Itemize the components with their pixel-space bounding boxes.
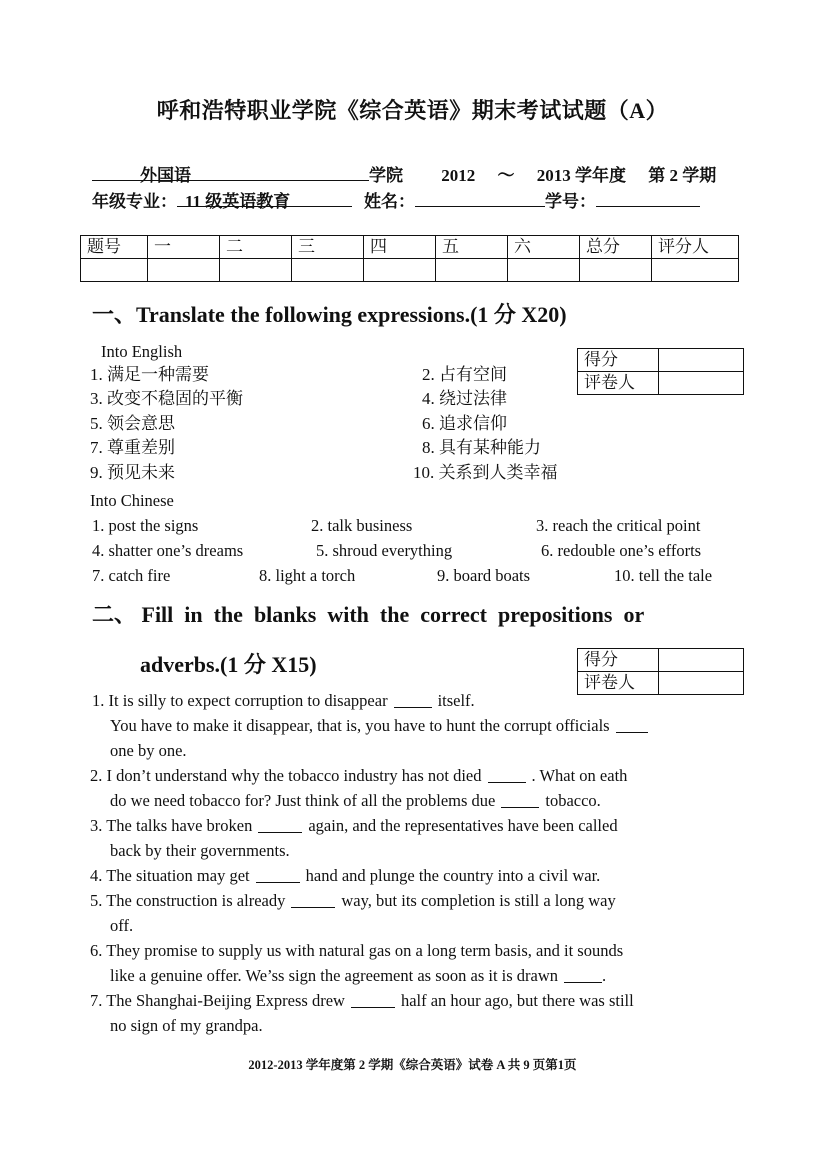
answer-blank[interactable] [291,893,335,908]
score-cell[interactable] [148,259,220,282]
score-cell[interactable] [436,259,508,282]
english-item: 10. 关系到人类幸福 [413,463,558,482]
department-field: 外国语 [92,161,369,181]
chinese-item: 10. tell the tale [614,566,713,585]
question-6-cont: like a genuine offer. We’ss sign the agreement as soon as it is drawn . [110,966,607,985]
question-6: 6. They promise to supply us with natural gas on a long term basis, and it sounds [90,941,624,960]
into-chinese-heading: Into Chinese [90,491,174,510]
score-table-header-row [81,236,739,259]
exam-title: 呼和浩特职业学院《综合英语》期末考试试题（A） [156,98,669,123]
score-header-cell: 五 [436,236,508,259]
chinese-item: 6. redouble one’s efforts [541,541,702,560]
english-item: 8. 具有某种能力 [422,438,541,457]
year-tilde: ～ [497,166,515,185]
section-2-title-line-2: adverbs.(1 分 X15) [140,652,317,677]
question-1-end: one by one. [110,741,187,760]
answer-blank[interactable] [564,968,602,983]
score-header-cell: 评分人 [652,236,739,259]
chinese-item: 9. board boats [437,566,531,585]
answer-blank[interactable] [256,868,300,883]
answer-blank[interactable] [394,693,432,708]
question-1-cont: You have to make it disappear, that is, you have to hunt the corrupt officials [110,714,654,738]
score-cell[interactable] [81,259,148,282]
grade-field: 11 级英语教育 [177,187,352,207]
grader-score-label: 得分 [578,649,659,672]
answer-blank[interactable] [616,718,648,733]
question-7-cont: no sign of my grandpa. [110,1016,263,1035]
chinese-item: 8. light a torch [259,566,356,585]
english-item: 5. 领会意思 [90,414,175,433]
header-line-2 [92,187,700,212]
grader-score-cell[interactable] [659,349,744,372]
question-3-cont: back by their governments. [110,841,290,860]
header-line-1 [92,161,716,186]
chinese-item: 5. shroud everything [316,541,453,560]
year-end: 2013 学年度 [536,166,626,185]
department-suffix: 学院 [369,166,403,185]
chinese-item: 7. catch fire [92,566,171,585]
question-4: 4. The situation may get hand and plunge the country into a civil war. [90,866,601,885]
score-header-cell: 一 [148,236,220,259]
grader-name-cell[interactable] [659,372,744,395]
question-5: 5. The construction is already way, but its completion is still a long way [90,891,616,910]
grader-score-label: 得分 [578,349,659,372]
page-footer: 2012-2013 学年度第 2 学期《综合英语》试卷 A 共 9 页第1页 [248,1058,577,1072]
grader-box-1 [577,348,744,395]
grader-box-2 [577,648,744,695]
chinese-item: 2. talk business [311,516,413,535]
section-1-title: 一、Translate the following expressions.(1 分 X20) [92,302,567,327]
score-cell[interactable] [364,259,436,282]
question-2: 2. I don’t understand why the tobacco industry has not died . What on eath [90,766,628,785]
chinese-item: 4. shatter one’s dreams [92,541,244,560]
section-2-title-line-1: 二、 Fill in the blanks with the correct prepositions or [92,602,645,627]
english-item: 2. 占有空间 [422,365,507,384]
score-header-cell: 四 [364,236,436,259]
year-start: 2012 [441,166,476,185]
question-7: 7. The Shanghai-Beijing Express drew half an hour ago, but there was still [90,991,634,1010]
score-cell[interactable] [580,259,652,282]
student-id-label: 学号： [545,192,596,211]
answer-blank[interactable] [488,768,526,783]
english-item: 4. 绕过法律 [422,389,507,408]
answer-blank[interactable] [258,818,302,833]
score-header-cell: 总分 [580,236,652,259]
score-header-cell: 题号 [81,236,148,259]
question-1: 1. It is silly to expect corruption to disappear itself. [92,691,475,710]
grader-name-cell[interactable] [659,672,744,695]
answer-blank[interactable] [501,793,539,808]
score-header-cell: 六 [508,236,580,259]
english-item: 3. 改变不稳固的平衡 [90,389,243,408]
name-field[interactable] [415,187,545,207]
score-header-cell: 三 [292,236,364,259]
answer-blank[interactable] [351,993,395,1008]
name-label: 姓名： [364,192,415,211]
english-item: 1. 满足一种需要 [90,365,209,384]
english-item: 9. 预见未来 [90,463,175,482]
score-cell[interactable] [292,259,364,282]
grader-name-label: 评卷人 [578,672,659,695]
question-3: 3. The talks have broken again, and the representatives have been called [90,816,618,835]
term: 第 2 学期 [648,166,717,185]
score-cell[interactable] [652,259,739,282]
question-2-cont: do we need tobacco for? Just think of all the problems due tobacco. [110,791,601,810]
english-item: 6. 追求信仰 [422,414,507,433]
score-header-cell: 二 [220,236,292,259]
grade-label: 年级专业： [92,192,177,211]
english-item: 7. 尊重差别 [90,438,175,457]
score-table-value-row [81,259,739,282]
student-id-field[interactable] [596,187,700,207]
score-cell[interactable] [508,259,580,282]
grader-name-label: 评卷人 [578,372,659,395]
score-table [80,235,739,282]
question-5-cont: off. [110,916,134,935]
chinese-item: 3. reach the critical point [536,516,701,535]
into-english-heading: Into English [101,342,183,361]
score-cell[interactable] [220,259,292,282]
chinese-item: 1. post the signs [92,516,199,535]
grader-score-cell[interactable] [659,649,744,672]
